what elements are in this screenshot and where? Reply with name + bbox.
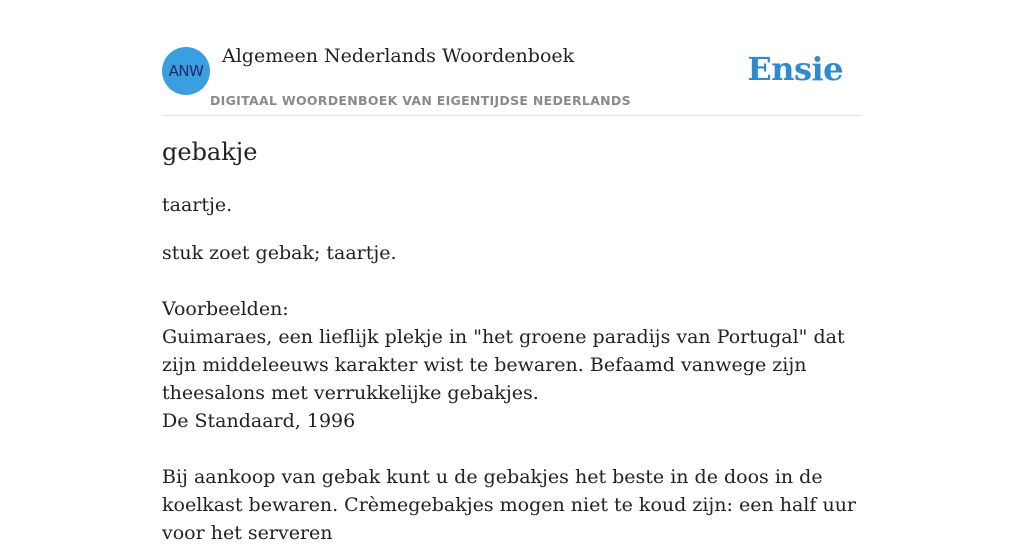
entry-word: gebakje bbox=[162, 138, 258, 166]
example-text: Bij aankoop van gebak kunt u de gebakjes het beste in de doos in de koelkast bewaren. Crèmegebakjes mogen niet te koud zijn: een half uur voor het serveren bbox=[162, 466, 857, 544]
anw-logo-text: ANW bbox=[168, 62, 204, 80]
example-source: De Standaard, 1996 bbox=[162, 410, 356, 432]
site-header bbox=[162, 0, 862, 116]
anw-logo[interactable] bbox=[162, 47, 210, 95]
site-title[interactable]: Algemeen Nederlands Woordenboek bbox=[222, 45, 575, 67]
page-container bbox=[162, 0, 862, 544]
spacer bbox=[162, 267, 862, 295]
spacer bbox=[162, 435, 862, 463]
ensie-brand-logo[interactable]: Ensie bbox=[747, 50, 843, 88]
example-text: Guimaraes, een lieflijk plekje in "het groene paradijs van Portugal" dat zijn middeleeuws karakter wist te bewaren. Befaamd vanwege zijn theesalons met verrukkelijke gebakjes. bbox=[162, 326, 845, 404]
site-subtitle: DIGITAAL WOORDENBOEK VAN EIGENTIJDSE NEDERLANDS bbox=[210, 93, 631, 108]
definition-text: stuk zoet gebak; taartje. bbox=[162, 242, 397, 264]
definition-block bbox=[162, 239, 862, 547]
short-definition: taartje. bbox=[162, 194, 233, 216]
examples-heading: Voorbeelden: bbox=[162, 298, 289, 320]
